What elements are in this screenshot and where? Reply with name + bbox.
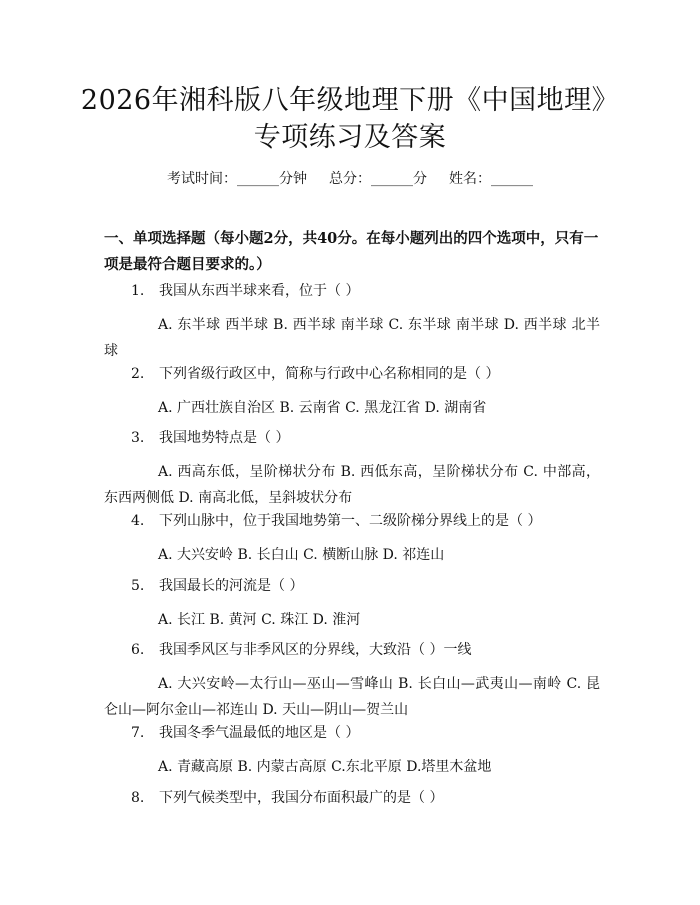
- question-text: 下列气候类型中，我国分布面积最广的是（ ）: [159, 790, 444, 806]
- question-text: 下列省级行政区中，简称与行政中心名称相同的是（ ）: [159, 366, 500, 382]
- question-stem: [131, 364, 601, 384]
- document-title-line2: 专项练习及答案: [253, 122, 447, 153]
- question-stem: [131, 511, 601, 531]
- question-options: A. 青藏高原 B. 内蒙古高原 C.东北平原 D.塔里木盆地: [158, 759, 492, 775]
- question-text: 我国冬季气温最低的地区是（ ）: [159, 725, 360, 741]
- question-stem: [131, 428, 601, 448]
- question-text: 我国最长的河流是（ ）: [159, 578, 304, 594]
- document-title-line1: 2026年湘科版八年级地理下册《中国地理》: [80, 85, 620, 116]
- question-options: A. 西高东低，呈阶梯状分布 B. 西低东高，呈阶梯状分布 C. 中部高，东西两侧低 D. 南高北低，呈斜坡状分布: [104, 464, 600, 506]
- question-text: 我国从东西半球来看，位于（ ）: [159, 283, 360, 299]
- section-heading: 一、单项选择题（每小题2分，共40分。在每小题列出的四个选项中，只有一项是最符合题目要求的。）: [104, 230, 599, 273]
- question-number: 4.: [131, 513, 145, 529]
- question-number: 3.: [131, 430, 145, 446]
- question-number: 8.: [131, 790, 145, 806]
- exam-time-field: 考试时间：______分钟: [167, 171, 307, 187]
- question-stem: [131, 640, 601, 660]
- question-number: 5.: [131, 578, 145, 594]
- question-options: A. 长江 B. 黄河 C. 珠江 D. 淮河: [158, 612, 361, 628]
- exam-name-field: 姓名：______: [449, 171, 533, 187]
- question-text: 我国季风区与非季风区的分界线，大致沿（ ）一线: [159, 642, 472, 658]
- exam-meta-row: [0, 169, 700, 189]
- exam-score-field: 总分：______分: [329, 171, 427, 187]
- question-number: 2.: [131, 366, 145, 382]
- question-text: 下列山脉中，位于我国地势第一、二级阶梯分界线上的是（ ）: [159, 513, 542, 529]
- question-stem: [131, 576, 601, 596]
- question-number: 6.: [131, 642, 145, 658]
- question-options: A. 东半球 西半球 B. 西半球 南半球 C. 东半球 南半球 D. 西半球 北半球: [104, 317, 600, 359]
- question-stem: [131, 723, 601, 743]
- question-options: A. 大兴安岭 B. 长白山 C. 横断山脉 D. 祁连山: [158, 547, 445, 563]
- question-number: 7.: [131, 725, 145, 741]
- question-options: A. 大兴安岭—太行山—巫山—雪峰山 B. 长白山—武夷山—南岭 C. 昆仑山—阿尔金山—祁连山 D. 天山—阴山—贺兰山: [104, 676, 600, 718]
- question-number: 1.: [131, 283, 145, 299]
- question-text: 我国地势特点是（ ）: [159, 430, 290, 446]
- question-stem: [131, 788, 601, 808]
- question-options: A. 广西壮族自治区 B. 云南省 C. 黑龙江省 D. 湖南省: [158, 400, 487, 416]
- question-stem: [131, 281, 601, 301]
